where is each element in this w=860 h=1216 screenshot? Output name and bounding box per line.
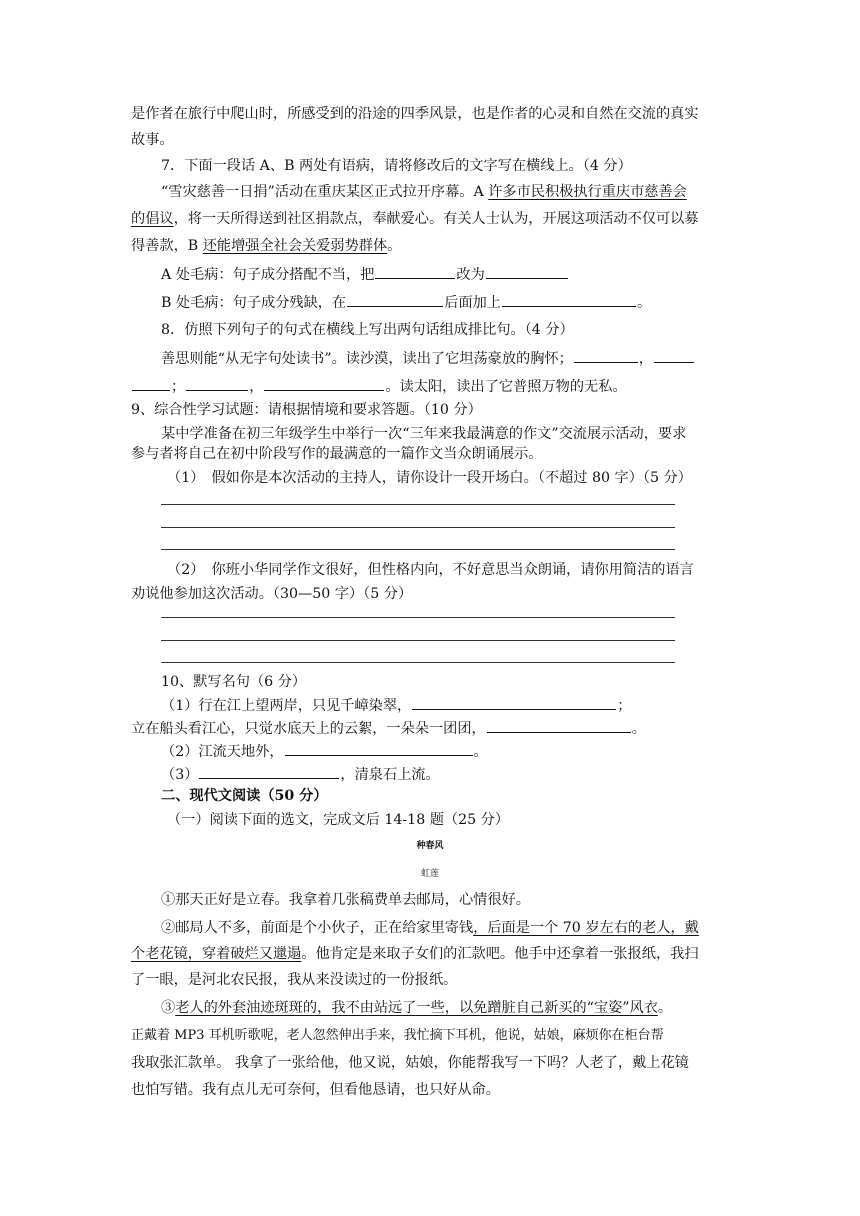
q8-blank-3[interactable] xyxy=(186,376,248,391)
story-para-2-line-1: ②邮局人不多，前面是个小伙子，正在给家里寄钱，后面是一个 70 岁左右的老人，戴 xyxy=(161,920,699,936)
q10-line-1: （1）行在江上望两岸，只见千嶂染翠， ； xyxy=(161,695,631,715)
story-para-3-line-4: 也怕写错。我有点儿无可奈何，但看他恳请，也只好从命。 xyxy=(131,1082,500,1098)
story-para-2-line-3: 了一眼，是河北农民报，我从来没读过的一份报纸。 xyxy=(131,972,458,988)
q9-desc-line-2: 参与者将自己在初中阶段写作的最满意的一篇作文当众朗诵展示。 xyxy=(131,446,543,462)
q8-blank-1[interactable] xyxy=(574,348,638,363)
q10-blank-1[interactable] xyxy=(412,695,616,710)
q9-sub-1: （1） 假如你是本次活动的主持人，请你设计一段开场白。（不超过 80 字）（5 分） xyxy=(167,470,692,486)
q9-answer-line-3[interactable] xyxy=(161,549,675,550)
q9-answer-line-1[interactable] xyxy=(161,504,675,505)
q7-answer-b: B 处毛病：句子成分残缺，在 后面加上 。 xyxy=(161,292,651,312)
story-para-2-line-2: 个老花镜，穿着破烂又邋遢。他肯定是来取子女们的汇款吧。他手中还拿着一张报纸，我扫 xyxy=(131,946,699,962)
q7-underline-b: 还能增强全社会关爱弱势群体 xyxy=(202,238,388,254)
q9-answer-line-5[interactable] xyxy=(161,640,675,641)
q10-blank-2[interactable] xyxy=(487,718,631,733)
q7-title: 7．下面一段话 A、B 两处有语病，请将修改后的文字写在横线上。（4 分） xyxy=(161,158,632,174)
q7-blank-a2[interactable] xyxy=(486,264,568,279)
story-para-3-line-2: 正戴着 MP3 耳机听歌呢，老人忽然伸出手来，我忙摘下耳机，他说，姑娘，麻烦你在柜台帮 xyxy=(131,1028,664,1043)
q7-blank-b2[interactable] xyxy=(502,292,636,307)
section-2-heading: 二、现代文阅读（50 分） xyxy=(161,788,328,804)
q7-line-1: “雪灾慈善一日捐”活动在重庆某区正式拉开序幕。A 许多市民积极执行重庆市慈善会 xyxy=(161,184,687,200)
story-title: 种春风 xyxy=(416,841,444,851)
q7-line-3: 得善款，B 还能增强全社会关爱弱势群体。 xyxy=(131,238,402,254)
story-underline-1: ，后面是一个 70 岁左右的老人，戴 xyxy=(473,920,699,936)
q7-blank-a1[interactable] xyxy=(375,264,455,279)
section-2-subheading: （一）阅读下面的选文，完成文后 14-18 题（25 分） xyxy=(167,812,510,828)
q9-answer-line-2[interactable] xyxy=(161,527,675,528)
q8-blank-4[interactable] xyxy=(264,376,384,391)
q10-title: 10、默写名句（6 分） xyxy=(161,674,307,690)
q8-line-2: ； ， 。读太阳，读出了它普照万物的无私。 xyxy=(131,376,627,396)
q10-blank-3[interactable] xyxy=(285,741,473,756)
q9-answer-line-4[interactable] xyxy=(161,617,675,618)
q10-line-2: 立在船头看江心，只觉水底天上的云絮，一朵朵一团团， 。 xyxy=(131,718,646,738)
q10-line-3: （2）江流天地外， 。 xyxy=(161,741,488,761)
q7-underline-a-cont: 的倡议 xyxy=(131,211,174,227)
q9-title: 9、综合性学习试题：请根据情境和要求答题。（10 分） xyxy=(131,402,482,418)
story-underline-1-cont: 个老花镜，穿着破烂又邋遢 xyxy=(131,946,302,962)
q7-answer-a: A 处毛病：句子成分搭配不当，把 改为 xyxy=(161,264,569,284)
q10-line-4: （3） ，清泉石上流。 xyxy=(161,764,440,784)
intro-line-2: 故事。 xyxy=(131,132,174,148)
q8-blank-2a[interactable] xyxy=(654,348,694,363)
q9-desc-line-1: 某中学准备在初三年级学生中举行一次“三年来我最满意的作文”交流展示活动，要求 xyxy=(161,426,687,442)
q7-blank-b1[interactable] xyxy=(347,292,443,307)
story-para-3-line-3: 我取张汇款单。 我拿了一张给他，他又说，姑娘，你能帮我写一下吗？人老了，戴上花镜 xyxy=(131,1055,689,1071)
q9-sub-2-line-1: （2） 你班小华同学作文很好，但性格内向，不好意思当众朗诵，请你用简洁的语言 xyxy=(167,562,694,578)
q7-underline-a: 许多市民积极执行重庆市慈善会 xyxy=(488,184,687,200)
q10-blank-4[interactable] xyxy=(199,764,339,779)
story-para-3-line-1: ③老人的外套油迹斑斑的，我不由站远了一些，以免蹭脏自己新买的“宝姿”风衣。 xyxy=(161,1000,673,1016)
story-author: 虹莲 xyxy=(421,869,439,879)
q8-line-1: 善思则能“从无字句处读书”。读沙漠，读出了它坦荡豪放的胸怀； ， xyxy=(161,348,695,368)
story-underline-2: 老人的外套油迹斑斑的，我不由站远了一些，以免蹭脏自己新买的“宝姿”风衣 xyxy=(175,1000,658,1016)
story-para-1: ①那天正好是立春。我拿着几张稿费单去邮局，心情很好。 xyxy=(161,892,530,908)
q9-answer-line-6[interactable] xyxy=(161,662,675,663)
q9-sub-2-line-2: 劝说他参加这次活动。（30—50 字）（5 分） xyxy=(131,586,413,602)
intro-line-1: 是作者在旅行中爬山时，所感受到的沿途的四季风景，也是作者的心灵和自然在交流的真实 xyxy=(131,106,699,122)
q8-title: 8．仿照下列句子的句式在横线上写出两句话组成排比句。（4 分） xyxy=(161,322,574,338)
q7-line-2: 的倡议，将一天所得送到社区捐款点，奉献爱心。有关人士认为，开展这项活动不仅可以募 xyxy=(131,211,699,227)
q8-blank-2b[interactable] xyxy=(132,376,170,391)
